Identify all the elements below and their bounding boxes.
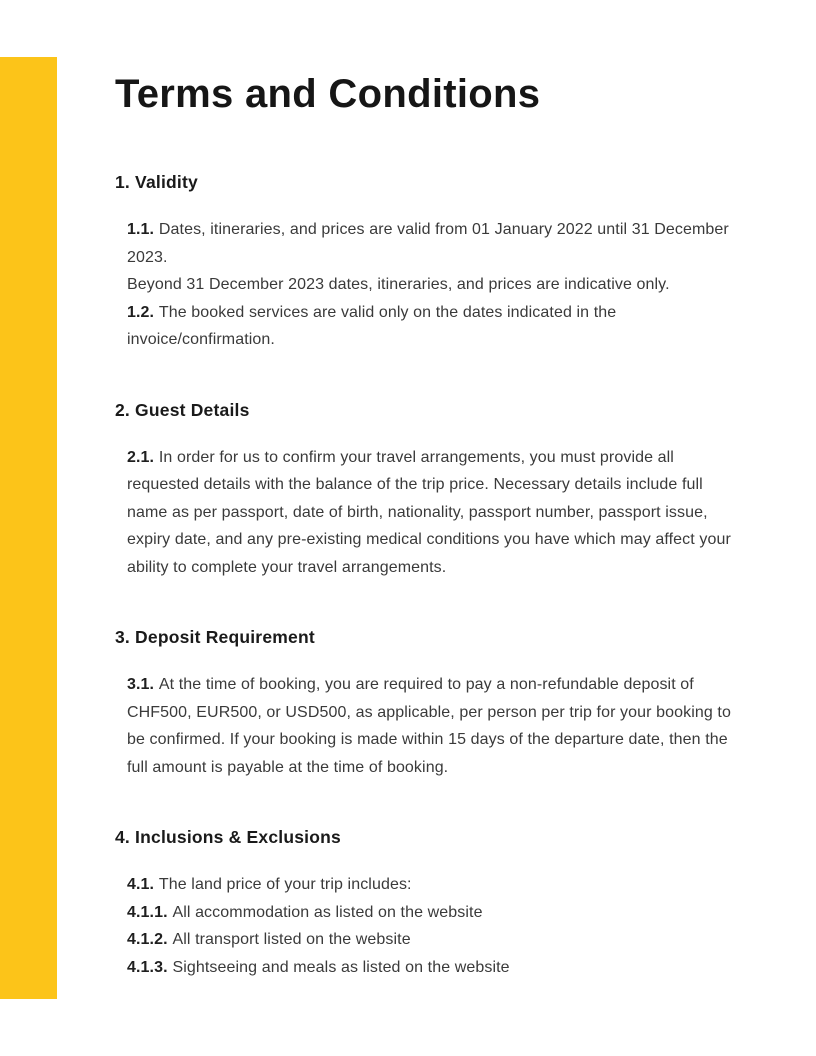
clause-number: 4.1.1. (127, 903, 168, 921)
clause-number: 1.2. (127, 303, 155, 321)
clause (127, 444, 737, 582)
document-content (115, 70, 737, 981)
clause-text: All accommodation as listed on the website (172, 903, 483, 921)
clause (127, 926, 737, 954)
clause (127, 271, 737, 299)
clause (127, 299, 737, 354)
section-guest-details (115, 398, 737, 582)
clause-text: All transport listed on the website (172, 931, 411, 948)
clause-number: 4.1. (127, 876, 155, 893)
section-heading: 3. Deposit Requirement (115, 627, 315, 647)
accent-bar (0, 57, 57, 999)
clause (127, 871, 737, 899)
clause-text: Dates, itineraries, and prices are valid from 01 January 2022 until 31 December 2023. (127, 221, 729, 266)
section-inclusions-exclusions (115, 825, 737, 981)
clause-text: The booked services are valid only on the dates indicated in the invoice/confirmation. (127, 303, 617, 348)
section-heading: 2. Guest Details (115, 399, 250, 420)
clause-list (115, 671, 737, 781)
clause-number: 4.1.2. (127, 931, 168, 948)
clause-number: 2.1. (127, 448, 155, 466)
section-heading: 1. Validity (115, 172, 198, 192)
clause-list (115, 871, 737, 981)
page-title: Terms and Conditions (115, 72, 541, 116)
clause-text: Sightseeing and meals as listed on the website (172, 958, 510, 976)
clause-number: 3.1. (127, 676, 155, 693)
clause-text: At the time of booking, you are required to pay a non-refundable deposit of CHF500, EUR500, or USD500, as applicable, per person per trip for your booking to be confirmed. If your booking is made within 15 days of the departure date, then the full amount is payable at the time of booking. (127, 676, 731, 776)
clause (127, 954, 737, 982)
clause-list (115, 444, 737, 582)
clause (127, 899, 737, 927)
clause-number: 4.1.3. (127, 958, 168, 976)
section-deposit-requirement (115, 625, 737, 781)
clause-number: 1.1. (127, 221, 155, 238)
clause-text: Beyond 31 December 2023 dates, itineraries, and prices are indicative only. (127, 276, 670, 293)
clause (127, 216, 737, 271)
clause-text: In order for us to confirm your travel arrangements, you must provide all requested details with the balance of the trip price. Necessary details include full name as per passport, date of birth, nationality, passport number, passport issue, expiry date, and any pre-existing medical conditions you have which may affect your ability to complete your travel arrangements. (127, 448, 731, 576)
section-heading: 4. Inclusions & Exclusions (115, 827, 341, 847)
clause (127, 671, 737, 781)
clause-list (115, 216, 737, 354)
clause-text: The land price of your trip includes: (158, 876, 412, 893)
section-validity (115, 170, 737, 354)
